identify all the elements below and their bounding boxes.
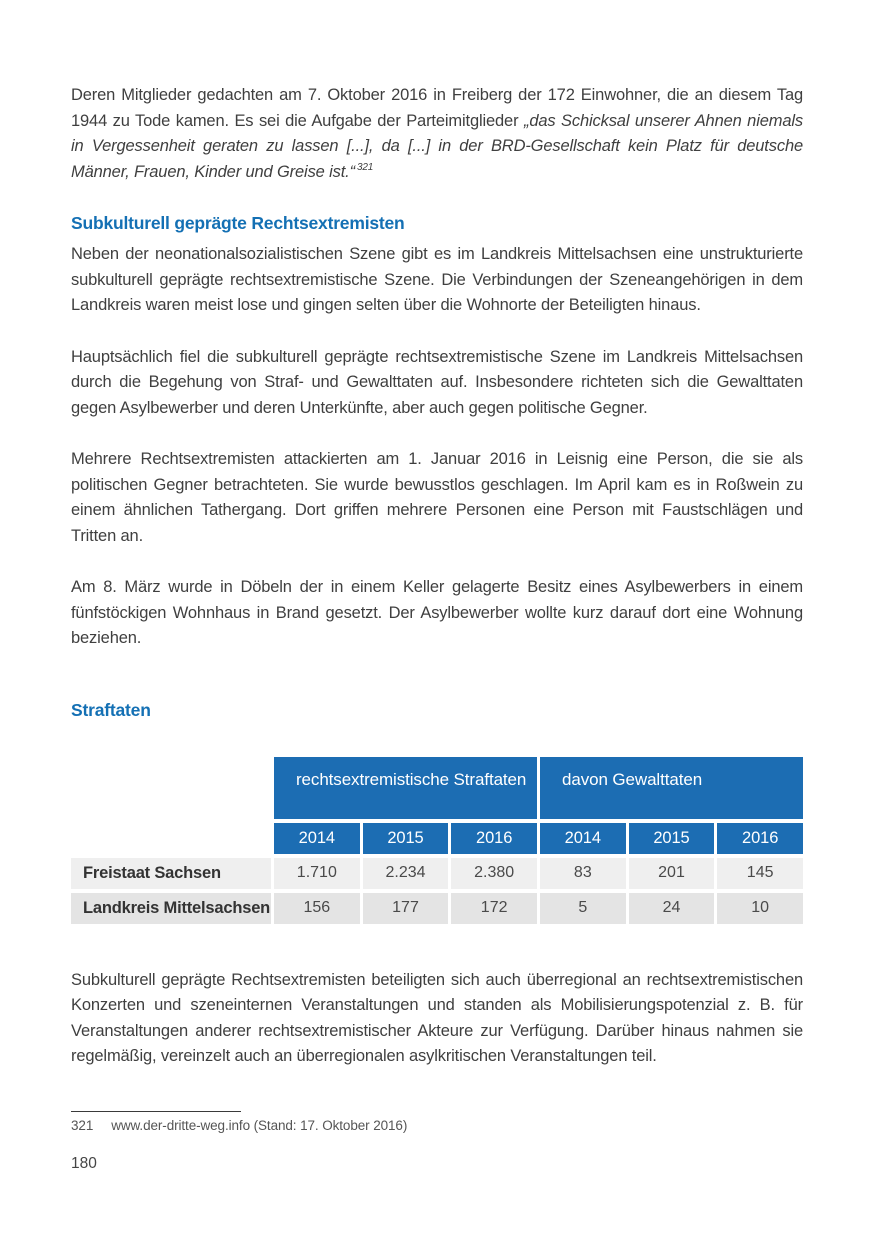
table-cell: 172 [451, 893, 537, 924]
table-cell: 10 [717, 893, 803, 924]
table-cell: 201 [629, 858, 715, 889]
table-row-label-mittelsachsen: Landkreis Mittelsachsen [71, 893, 271, 924]
table-year-header: 2016 [717, 823, 803, 854]
paragraph-doebeln: Am 8. März wurde in Döbeln der in einem Keller gelagerte Besitz eines Asylbewerbers in einem fünfstöckigen Wohnhaus in Brand gesetzt. Der Asylbewerber wollte kurz darauf dort eine Wohnung beziehen. [71, 578, 803, 647]
table-year-header: 2015 [363, 823, 449, 854]
table-cell: 177 [363, 893, 449, 924]
table-cell: 24 [629, 893, 715, 924]
paragraph-leisnig: Mehrere Rechtsextremisten attackierten am 1. Januar 2016 in Leisnig eine Person, die sie als politischen Gegner betrachteten. Sie wurde bewusstlos geschlagen. Im April kam es in Roßwein zu einem ähnlichen Tathergang. Dort griffen mehrere Personen eine Person mit Faustschlägen und Tritten an. [71, 450, 803, 545]
table-group-header-gewalttaten: davon Gewalttaten [540, 757, 803, 819]
table-yearrow-spacer [71, 823, 271, 854]
table-group-header-straftaten: rechtsextremistische Straftaten [274, 757, 537, 819]
footnote-divider [71, 1111, 241, 1112]
footnote-area [71, 1111, 803, 1241]
paragraph-memorial-quote: „das Schicksal unserer Ahnen niemals in Vergessenheit geraten zu lassen [...], da [...] in der BRD-Gesellschaft kein Platz für deutsche Männer, Frauen, Kinder und Greise ist.“ [71, 111, 803, 181]
footnote-text: www.der-dritte-weg.info (Stand: 17. Oktober 2016) [111, 1118, 408, 1133]
crime-statistics-table [71, 757, 803, 924]
paragraph-memorial [71, 83, 803, 185]
paragraph-straftaten-allgemein: Hauptsächlich fiel die subkulturell geprägte rechtsextremistische Szene im Landkreis Mittelsachsen durch die Begehung von Straf- und Gewalttaten auf. Insbesondere richteten sich die Gewalttaten gegen Asylbewerber und deren Unterkünfte, aber auch gegen politische Gegner. [71, 347, 803, 417]
table-cell: 156 [274, 893, 360, 924]
table-year-header: 2016 [451, 823, 537, 854]
page-content [71, 83, 803, 1070]
footnote-reference-321: 321 [356, 162, 374, 173]
paragraph-memorial-text: Deren Mitglieder gedachten am 7. Oktober 2016 in Freiberg der 172 Einwohner, die an diesem Tag 1944 zu Tode kamen. Es sei die Aufgabe der Parteimitglieder [71, 86, 803, 130]
paragraph-konzerte: Subkulturell geprägte Rechtsextremisten beteiligten sich auch überregional an rechtsextremistischen Konzerten und szeneinternen Veranstaltungen und standen als Mobilisierungspotenzial z. B. für Veranstaltungen anderer rechtsextremistischer Akteure zur Verfügung. Darüber hinaus nahmen sie regelmäßig, vereinzelt auch an überregionalen asylkritischen Veranstaltungen teil. [71, 970, 803, 1065]
table-year-header: 2015 [629, 823, 715, 854]
table-header-spacer [71, 757, 271, 819]
heading-subkulturell: Subkulturell geprägte Rechtsextremisten [71, 213, 405, 233]
table-year-header: 2014 [540, 823, 626, 854]
footnote [71, 1118, 803, 1133]
table-row-label-sachsen: Freistaat Sachsen [71, 858, 271, 889]
page-number: 180 [71, 1155, 97, 1172]
table-cell: 2.234 [363, 858, 449, 889]
table-cell: 145 [717, 858, 803, 889]
table-cell: 83 [540, 858, 626, 889]
heading-straftaten: Straftaten [71, 699, 151, 720]
table-cell: 5 [540, 893, 626, 924]
table-year-header: 2014 [274, 823, 360, 854]
table-cell: 1.710 [274, 858, 360, 889]
table-cell: 2.380 [451, 858, 537, 889]
footnote-number: 321 [71, 1118, 94, 1133]
paragraph-szene: Neben der neonationalsozialistischen Szene gibt es im Landkreis Mittelsachsen eine unstrukturierte subkulturell geprägte rechtsextremistische Szene. Die Verbindungen der Szeneangehörigen in dem Landkreis waren meist lose und gingen selten über die Wohnorte der Beteiligten hinaus. [71, 245, 803, 314]
